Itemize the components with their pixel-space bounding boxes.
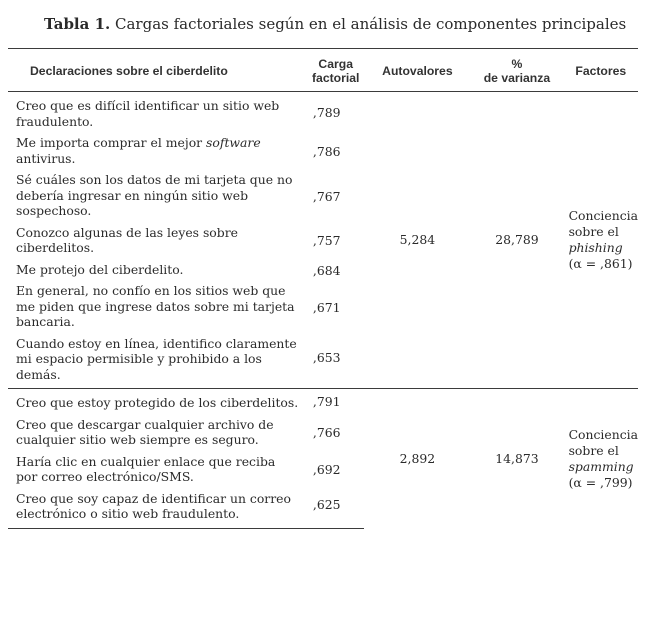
header-carga-factorial: Carga factorial bbox=[307, 49, 365, 92]
header-autovalores: Autovalores bbox=[364, 49, 470, 92]
group-spamming bbox=[8, 389, 638, 529]
autovalor-cell: 5,284 bbox=[399, 232, 436, 248]
table-caption bbox=[44, 15, 644, 33]
statement-cell: Creo que es difícil identificar un sitio web fraudulento. bbox=[16, 98, 280, 129]
statement-cell: En general, no confío en los sitios web que me piden que ingrese datos sobre mi tarjeta bancaria. bbox=[16, 283, 295, 329]
carga-cell: ,692 bbox=[312, 462, 341, 478]
header-declaraciones: Declaraciones sobre el ciberdelito bbox=[8, 49, 307, 92]
header-varianza: % de varianza bbox=[470, 49, 563, 92]
header-factores: Factores bbox=[564, 49, 638, 92]
carga-cell: ,684 bbox=[312, 262, 341, 278]
carga-cell: ,766 bbox=[312, 425, 341, 441]
carga-cell: ,786 bbox=[312, 143, 341, 159]
table-row bbox=[8, 92, 638, 134]
factor-cell: Conciencia sobre el phishing (α = ,861) bbox=[568, 208, 638, 271]
statement-cell: Creo que descargar cualquier archivo de cualquier sitio web siempre es seguro. bbox=[16, 416, 274, 447]
statement-cell: Cuando estoy en línea, identifico claramente mi espacio permisible y prohibido a los demás. bbox=[16, 335, 297, 382]
statement-cell: Sé cuáles son los datos de mi tarjeta que no debería ingresar en ningún sitio web sospechoso. bbox=[16, 172, 293, 218]
varianza-cell: 14,873 bbox=[470, 389, 563, 529]
group-phishing bbox=[8, 92, 638, 389]
varianza-cell: 28,789 bbox=[495, 232, 539, 248]
factor-cell: Conciencia sobre el spamming (α = ,799) bbox=[564, 389, 638, 529]
carga-cell: ,791 bbox=[307, 389, 365, 415]
carga-cell: ,671 bbox=[312, 299, 341, 315]
autovalor-cell: 2,892 bbox=[364, 389, 470, 529]
carga-cell: ,653 bbox=[312, 350, 341, 365]
statement-cell: Me importa comprar el mejor software antivirus. bbox=[16, 135, 261, 166]
carga-cell: ,625 bbox=[307, 489, 365, 529]
carga-cell: ,757 bbox=[312, 233, 341, 249]
statement-cell: Conozco algunas de las leyes sobre ciberdelitos. bbox=[16, 224, 238, 255]
statement-cell: Haría clic en cualquier enlace que reciba por correo electrónico/SMS. bbox=[16, 453, 276, 484]
table-row bbox=[8, 389, 638, 415]
table-caption-text: Cargas factoriales según en el análisis de componentes principales bbox=[115, 15, 627, 33]
carga-cell: ,789 bbox=[312, 104, 341, 120]
header-row bbox=[8, 49, 638, 92]
table-caption-label: Tabla 1. bbox=[44, 15, 111, 33]
factor-loadings-table bbox=[8, 48, 638, 529]
statement-cell: Creo que soy capaz de identificar un correo electrónico o sitio web fraudulento. bbox=[8, 489, 307, 529]
statement-cell: Me protejo del ciberdelito. bbox=[16, 261, 184, 277]
statement-cell: Creo que estoy protegido de los ciberdelitos. bbox=[8, 389, 307, 415]
carga-cell: ,767 bbox=[312, 188, 341, 204]
